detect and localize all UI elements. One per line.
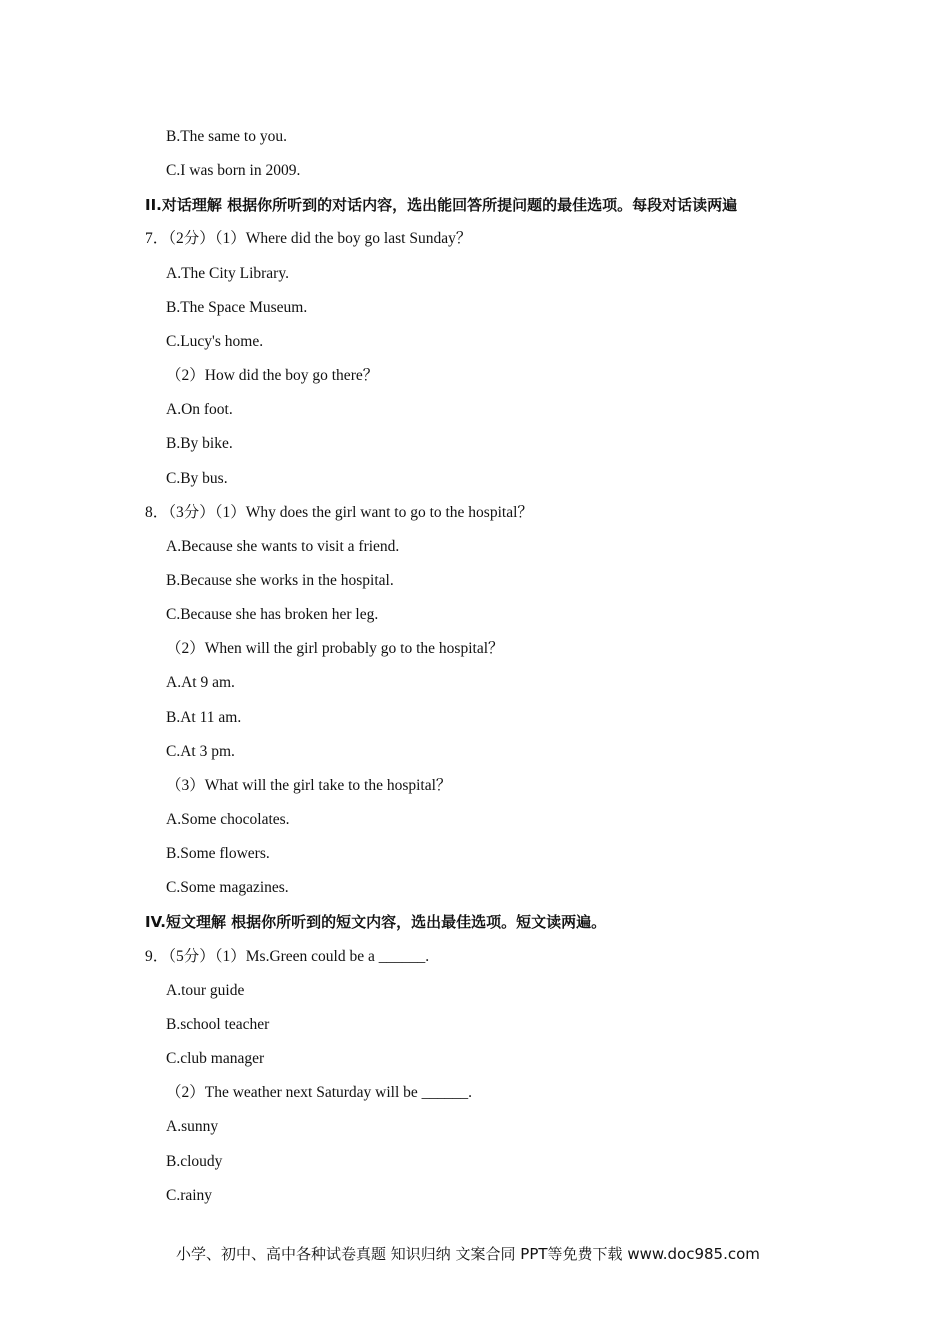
option-text: B.The Space Museum. (166, 299, 308, 316)
option-text: A.Some chocolates. (166, 811, 290, 828)
option-text: A.At 9 am. (166, 674, 235, 691)
option-text: B.The same to you. (166, 128, 287, 145)
sub-question: （2）How did the boy go there？ (166, 367, 379, 384)
question-8: 8．（3分）（1）Why does the girl want to go to the hospital？ (145, 504, 533, 521)
option-text: B.Because she works in the hospital. (166, 572, 394, 589)
option-text: C.By bus. (166, 470, 228, 487)
section-heading: IV.短文理解 根据你所听到的短文内容，选出最佳选项。短文读两遍。 (145, 913, 607, 931)
option-text: C.Some magazines. (166, 879, 289, 896)
option-text: B.By bike. (166, 435, 233, 452)
option-text: A.On foot. (166, 401, 233, 418)
option-text: C.At 3 pm. (166, 743, 235, 760)
option-text: B.Some flowers. (166, 845, 270, 862)
sub-question: （2）When will the girl probably go to the hospital？ (166, 640, 504, 657)
option-text: C.I was born in 2009. (166, 162, 301, 179)
option-text: C.rainy (166, 1187, 213, 1204)
option-text: B.At 11 am. (166, 709, 242, 726)
footer-banner: 小学、初中、高中各种试卷真题 知识归纳 文案合同 PPT等免费下载 www.doc985.com (176, 1245, 760, 1263)
sub-question: （2）The weather next Saturday will be ______. (166, 1084, 473, 1101)
option-text: A.The City Library. (166, 265, 289, 282)
option-text: B.cloudy (166, 1153, 223, 1170)
section-heading: II.对话理解 根据你所听到的对话内容，选出能回答所提问题的最佳选项。每段对话读两遍 (145, 196, 738, 214)
option-text: C.Because she has broken her leg. (166, 606, 379, 623)
option-text: C.club manager (166, 1050, 265, 1067)
option-text: A.Because she wants to visit a friend. (166, 538, 400, 555)
question-9: 9．（5分）（1）Ms.Green could be a ______. (145, 948, 430, 965)
option-text: C.Lucy's home. (166, 333, 264, 350)
question-7: 7．（2分）（1）Where did the boy go last Sunday？ (145, 230, 472, 247)
option-text: A.tour guide (166, 982, 245, 999)
option-text: B.school teacher (166, 1016, 270, 1033)
option-text: A.sunny (166, 1118, 219, 1135)
sub-question: （3）What will the girl take to the hospital？ (166, 777, 452, 794)
